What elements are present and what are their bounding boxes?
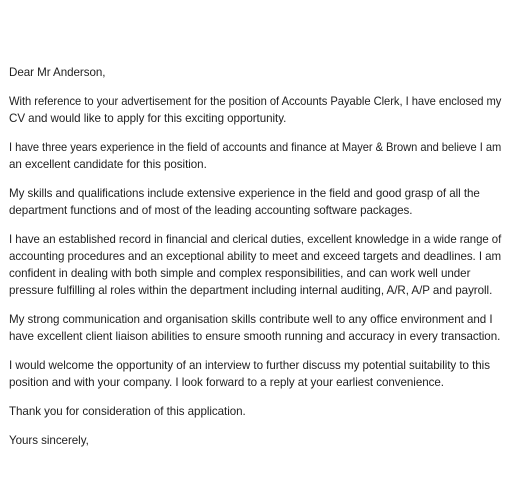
paragraph-line: confident in dealing with both simple and complex responsibilities, and can work well under: [9, 267, 471, 280]
paragraph-line: Thank you for consideration of this application.: [9, 405, 246, 418]
paragraph-record: [9, 231, 501, 299]
paragraph-line: I have an established record in financial and clerical duties, excellent knowledge in a wide range of: [9, 233, 502, 246]
paragraph-interview: [9, 357, 501, 391]
paragraph-line: an excellent candidate for this position.: [9, 158, 207, 171]
salutation: [9, 64, 501, 81]
paragraph-communication: [9, 311, 501, 345]
paragraph-line: pressure fulfilling al roles within the department including internal auditing, A/R, A/P and payroll.: [9, 284, 493, 297]
salutation-text: Dear Mr Anderson,: [9, 66, 106, 79]
paragraph-skills: [9, 185, 501, 219]
paragraph-line: have excellent client liaison abilities to ensure smooth running and accuracy in every transaction.: [9, 330, 501, 343]
paragraph-line: With reference to your advertisement for the position of Accounts Payable Clerk, I have enclosed my: [9, 95, 502, 108]
paragraph-line: accounting procedures and an exceptional ability to meet and exceed targets and deadlines. I am: [9, 250, 502, 263]
paragraph-line: I would welcome the opportunity of an interview to further discuss my potential suitability to this: [9, 359, 490, 372]
paragraph-application: [9, 93, 501, 127]
closing: [9, 432, 501, 449]
paragraph-experience: [9, 139, 501, 173]
cover-letter: [9, 64, 501, 449]
paragraph-line: My skills and qualifications include extensive experience in the field and good grasp of all the: [9, 187, 480, 200]
paragraph-line: position and with your company. I look forward to a reply at your earliest convenience.: [9, 376, 444, 389]
paragraph-line: My strong communication and organisation skills contribute well to any office environment and I: [9, 313, 493, 326]
paragraph-line: department functions and of most of the leading accounting software packages.: [9, 204, 413, 217]
paragraph-line: CV and would like to apply for this exciting opportunity.: [9, 112, 287, 125]
paragraph-thanks: [9, 403, 501, 420]
closing-text: Yours sincerely,: [9, 434, 89, 447]
paragraph-line: I have three years experience in the field of accounts and finance at Mayer & Brown and believe I am: [9, 141, 502, 154]
